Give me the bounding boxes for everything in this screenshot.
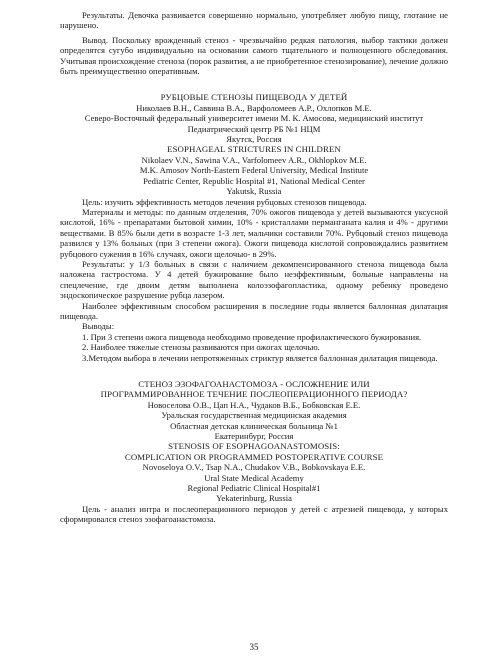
article1-conclusion-3: 3.Методом выбора в лечении непротяженных стриктур является баллонная дилатация пищевода. bbox=[82, 352, 438, 363]
article1-affiliation-ru-2: Педиатрический центр РБ №1 НЦМ bbox=[187, 123, 321, 134]
article1-authors-en: Nikolaev V.N., Sawina V.A., Varfolomeev A.R., Okhlopkov M.E. bbox=[141, 154, 367, 165]
article1-title-ru: РУБЦОВЫЕ СТЕНОЗЫ ПИЩЕВОДА У ДЕТЕЙ bbox=[160, 92, 348, 103]
article2-title-en-line1: STENOSIS OF ESOPHAGOANASTOMOSIS: bbox=[168, 441, 340, 452]
article2-aim: Цель - анализ интра и послеоперационного периодов у детей с атрезией пищевода, у которых сформировался стеноз эзофагоанастомоза. bbox=[60, 503, 448, 525]
article2-city-en: Yekaterinburg, Russia bbox=[216, 493, 292, 504]
page-number: 35 bbox=[249, 641, 259, 652]
article2-affiliation-en-2: Regional Pediatric Clinical Hospital#1 bbox=[187, 483, 321, 494]
article1-authors-ru: Николаев В.Н., Саввина В.А., Варфоломеев А.Р., Охлопков М.Е. bbox=[136, 102, 372, 113]
article1-aim: Цель: изучить эффективность методов лечения рубцовых стенозов пищевода. bbox=[82, 196, 367, 207]
conclusion-paragraph: Вывод. Поскольку врожденный стеноз - чрезвычайно редкая патология, выбор тактики должен определятся сугубо индивидуально на основании самого тщательного и полноценного обследования. Учитывая происхождение стеноза (порок развития, а не приобретенное стенозирование), лечение должно быть преимущественно оперативным. bbox=[60, 34, 448, 77]
article2-title-ru-line2: ПРОГРАММИРОВАННОЕ ТЕЧЕНИЕ ПОСЛЕОПЕРАЦИОННОГО ПЕРИОДА? bbox=[100, 389, 408, 400]
document-page bbox=[60, 6, 448, 654]
article1-effective-method: Наиболее эффективным способом расширения в последние годы является баллонная дилатация пищевода. bbox=[60, 300, 448, 321]
article1-city-ru: Якутск, Россия bbox=[226, 134, 282, 145]
article1-city-en: Yakutsk, Russia bbox=[226, 186, 282, 197]
article1-conclusions-label: Выводы: bbox=[82, 321, 115, 332]
article2-title-ru-line1: СТЕНОЗ ЭЗОФАГОАНАСТОМОЗА - ОСЛОЖНЕНИЕ ИЛИ bbox=[138, 379, 370, 389]
article2-authors-ru: Новоселова О.В., Цап Н.А., Чудаков В.Б., Бобковская Е.Е. bbox=[147, 399, 361, 410]
results-paragraph: Результаты. Девочка развивается совершенно нормально, употребляет любую пищу, глотание не нарушено. bbox=[60, 10, 448, 31]
article2-affiliation-ru-1: Уральская государственная медицинская академия bbox=[161, 410, 347, 421]
article2-affiliation-en-1: Ural State Medical Academy bbox=[204, 472, 304, 483]
article1-conclusion-2: 2. Наиболее тяжелые стенозы развиваются при ожогах щелочью. bbox=[82, 342, 320, 353]
article1-conclusion-1: 1. При 3 степени ожога пищевода необходимо проведение профилактического бужирования. bbox=[82, 331, 422, 342]
article2-authors-en: Novoseloya O.V., Tsap N.A., Chudakov V.B., Bobkovskaya E.E. bbox=[142, 462, 366, 473]
article2-city-ru: Екатеринбург, Россия bbox=[214, 431, 294, 442]
article1-affiliation-en-1: M.K. Amosov North-Eastern Federal University, Medical Institute bbox=[139, 165, 369, 176]
article1-title-en: ESOPHAGEAL STRICTURES IN CHILDREN bbox=[167, 144, 341, 155]
article1-affiliation-en-2: Pediatric Center, Republic Hospital #1, National Medical Center bbox=[143, 175, 365, 186]
article2-title-en-line2: COMPLICATION OR PROGRAMMED POSTOPERATIVE COURSE bbox=[124, 451, 384, 462]
article1-results: Результаты: у 1/3 больных в связи с наличием декомпенсированного стеноза пищевода была наложена гастростома. У 4 детей бужирование было неэффективным, больные направлены на спецлечение, где двоим детям выполнена колоэзофагопластика, одному ребенку проведено эндоскопическое разрушение рубца лазером. bbox=[60, 258, 448, 301]
article1-affiliation-ru-1: Северо-Восточный федеральный университет имени М. К. Амосова, медицинский институт bbox=[84, 113, 424, 124]
article1-methods: Материалы и методы: по данным отделения, 70% ожогов пищевода у детей вызываются уксусной кислотой, 16% - препаратами бытовой химии, 10% - кристаллами перманганата калия и 4% - другими веществами. В 85% были дети в возрасте 1-3 лет, мальчики составили 70%. Рубцовый стеноз пищевода развился у 13% больных (при 3 степени ожога). Ожоги пищевода кислотой сопровождались развитием рубцового сужения в 16% случаях, ожоги щелочью- в 29%. bbox=[60, 206, 448, 259]
article2-affiliation-ru-2: Областная детская клиническая больница №1 bbox=[170, 420, 338, 431]
